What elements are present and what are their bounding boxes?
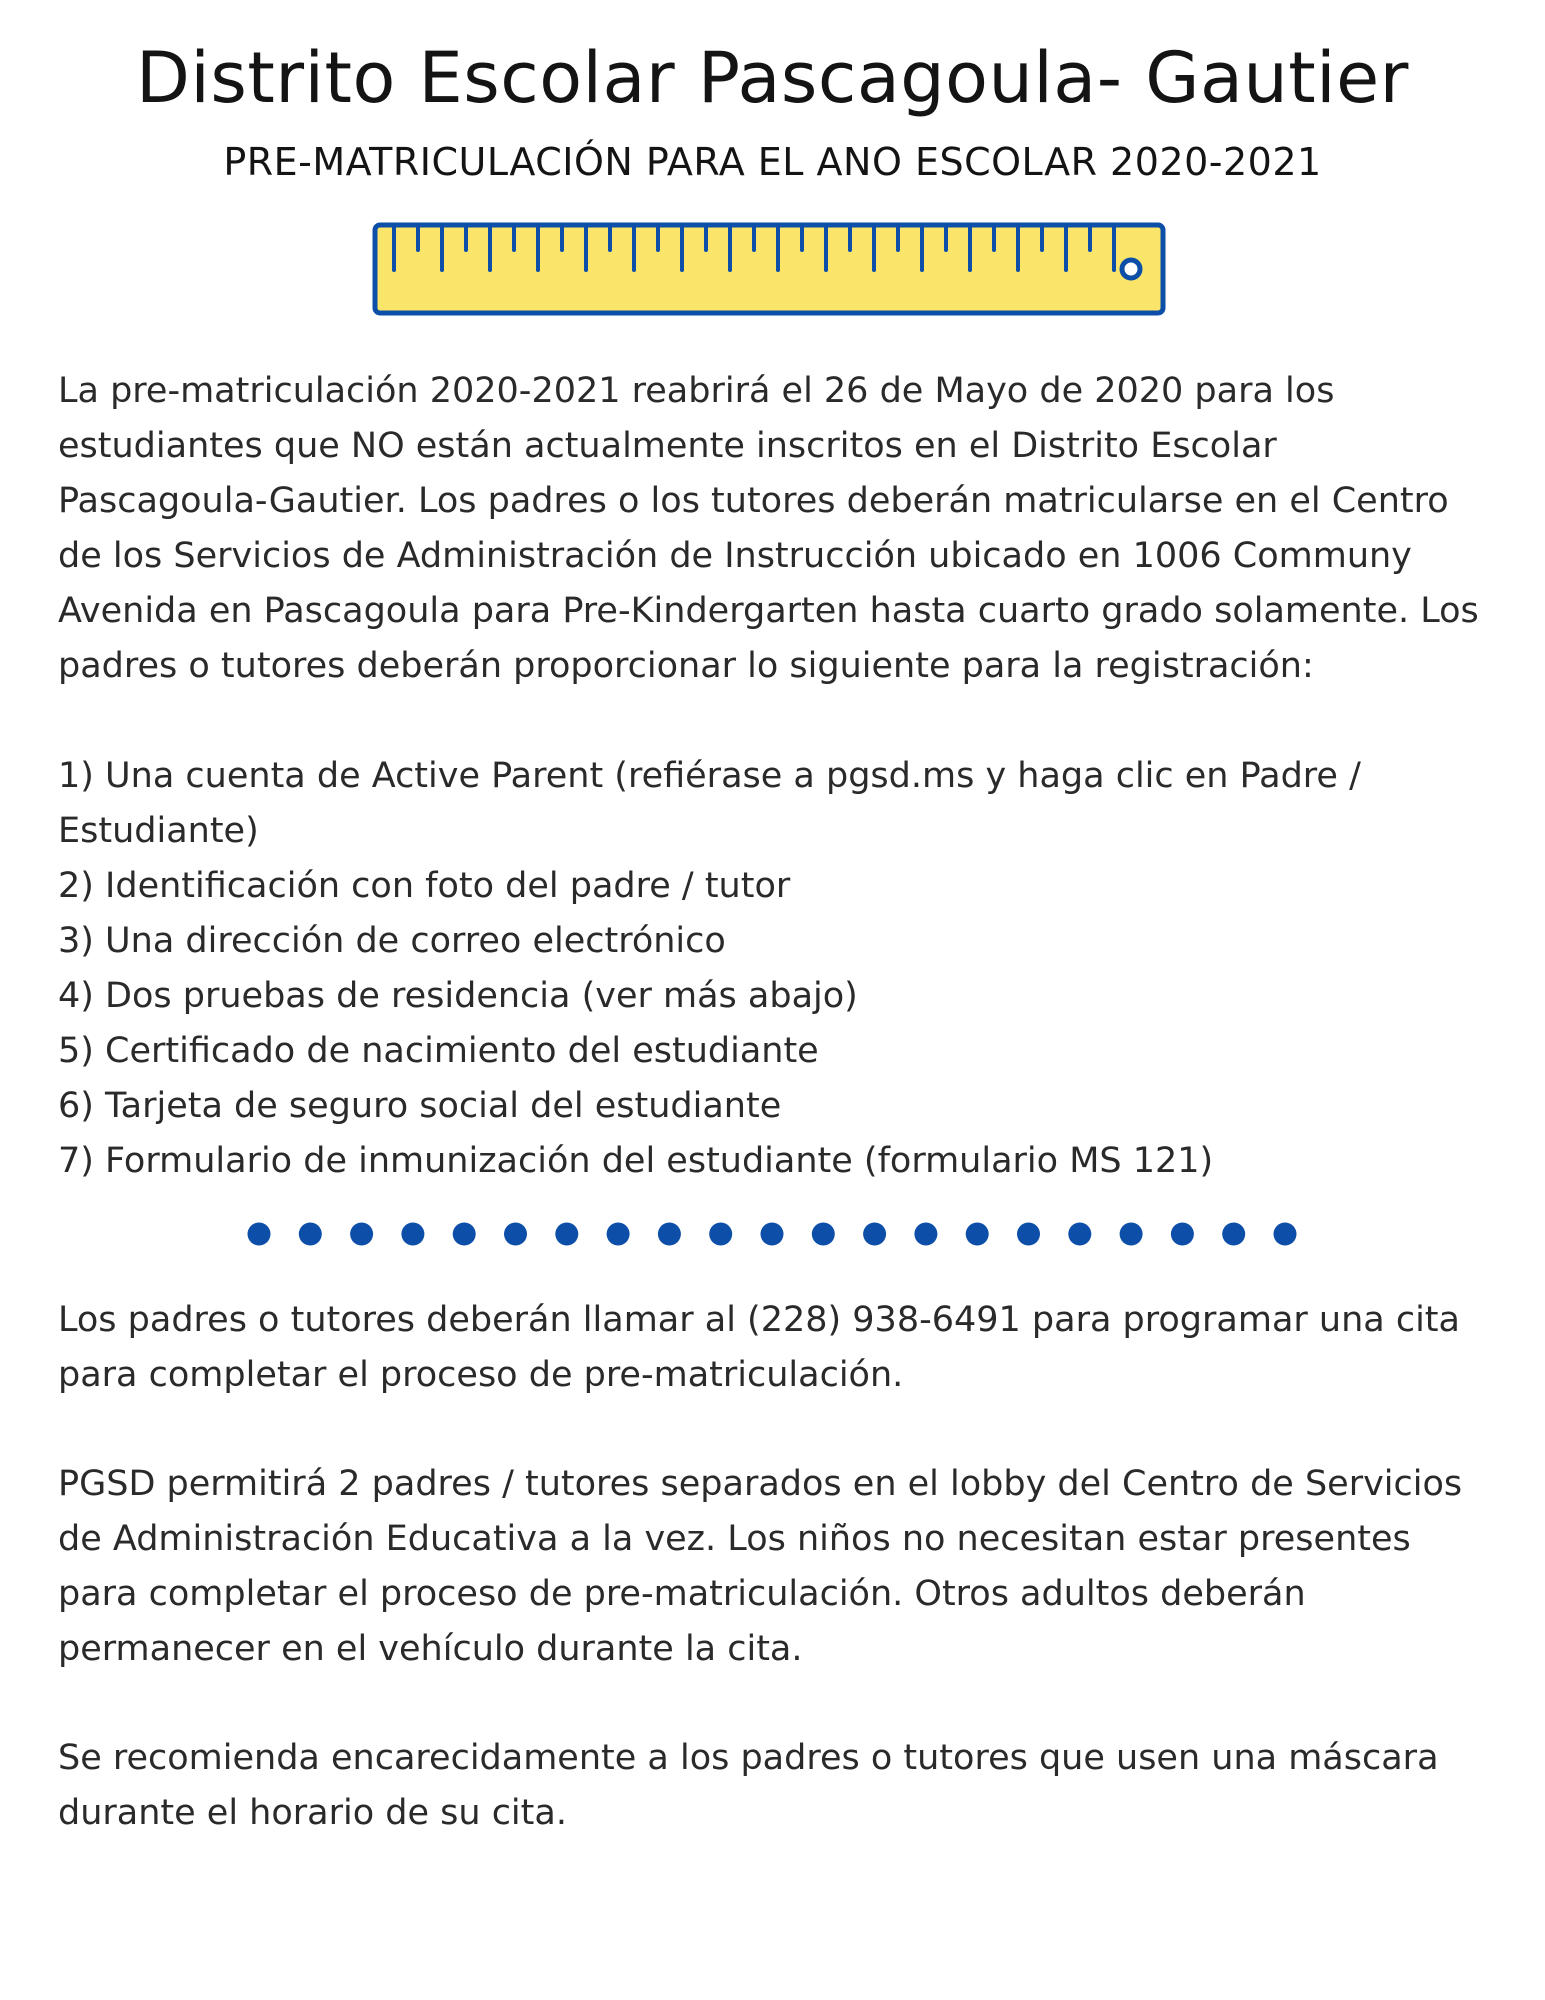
divider-dot (1171, 1223, 1194, 1246)
list-item: 5) Certificado de nacimiento del estudiante (58, 1031, 819, 1071)
divider-dot (299, 1223, 322, 1246)
divider-dot (761, 1223, 784, 1246)
dotted-divider (246, 1221, 1298, 1247)
divider-dot (504, 1223, 527, 1246)
list-item: 6) Tarjeta de seguro social del estudiante (58, 1086, 782, 1126)
ruler-hole (1122, 260, 1140, 278)
divider-dot (1274, 1223, 1297, 1246)
divider-dot (914, 1223, 937, 1246)
intro-paragraph: La pre-matriculación 2020-2021 reabrirá el 26 de Mayo de 2020 para los estudiantes que NO están actualmente inscritos en el Distrito Escolar Pascagoula-Gautier. Los padres o los tutores deberán matricularse en el Centro de los Servicios de Administración de Instrucción ubicado en 1006 Communy Avenida en Pascagoula para Pre-Kindergarten hasta cuarto grado solamente. Los padres o tutores deberán proporcionar lo siguiente para la registración: (58, 371, 1479, 686)
requirements-list (58, 749, 1498, 1189)
divider-dot (401, 1223, 424, 1246)
page-subtitle: PRE-MATRICULACIÓN PARA EL ANO ESCOLAR 2020-2021 (223, 140, 1322, 184)
list-item: 4) Dos pruebas de residencia (ver más abajo) (58, 976, 858, 1016)
divider-dot (863, 1223, 886, 1246)
list-item: 2) Identificación con foto del padre / tutor (58, 866, 791, 906)
divider-dot (453, 1223, 476, 1246)
mask-paragraph: Se recomienda encarecidamente a los padres o tutores que usen una máscara durante el horario de su cita. (58, 1738, 1439, 1833)
divider-dot (812, 1223, 835, 1246)
call-paragraph: Los padres o tutores deberán llamar al (228) 938-6491 para programar una cita para completar el proceso de pre-matriculación. (58, 1300, 1460, 1395)
page-title: Distrito Escolar Pascagoula- Gautier (136, 37, 1409, 119)
ruler-body (375, 225, 1163, 313)
divider-dot (555, 1223, 578, 1246)
divider-dot (658, 1223, 681, 1246)
list-item: 1) Una cuenta de Active Parent (refiérase a pgsd.ms y haga clic en Padre / Estudiante) (58, 756, 1361, 851)
list-item: 7) Formulario de inmunización del estudiante (formulario MS 121) (58, 1141, 1214, 1181)
ruler-icon (372, 222, 1166, 316)
divider-dot (1017, 1223, 1040, 1246)
divider-dot (248, 1223, 271, 1246)
divider-dot (709, 1223, 732, 1246)
divider-dot (1068, 1223, 1091, 1246)
divider-dot (1222, 1223, 1245, 1246)
divider-dot (607, 1223, 630, 1246)
lobby-paragraph: PGSD permitirá 2 padres / tutores separados en el lobby del Centro de Servicios de Administración Educativa a la vez. Los niños no necesitan estar presentes para completar el proceso de pre-matriculación. Otros adultos deberán permanecer en el vehículo durante la cita. (58, 1464, 1463, 1669)
divider-dot (1120, 1223, 1143, 1246)
divider-dot (966, 1223, 989, 1246)
divider-dot (350, 1223, 373, 1246)
list-item: 3) Una dirección de correo electrónico (58, 921, 726, 961)
